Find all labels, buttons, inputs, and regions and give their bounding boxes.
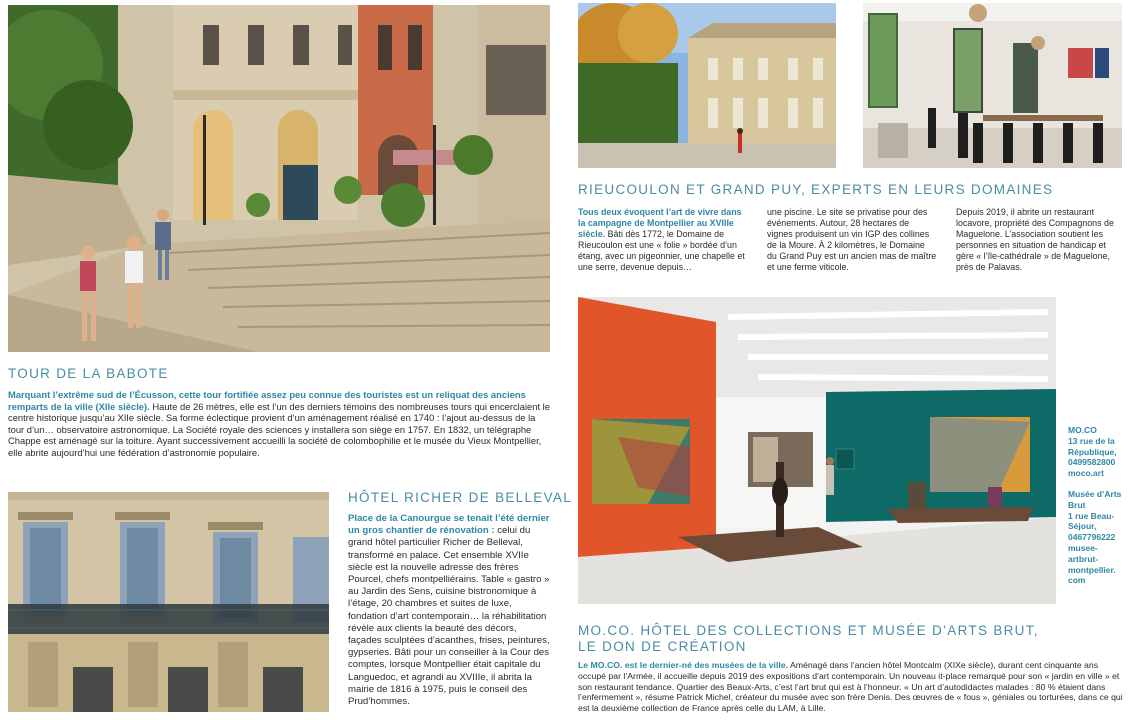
- moco-address-block: [1068, 425, 1130, 479]
- photo-rieucoulon-chateau: [578, 3, 836, 168]
- moco-body: Aménagé dans l’ancien hôtel Montcalm (XIXe siècle), durant cent cinquante ans occupé par l’Armée, il accueille depuis 2019 des expositions d’art contemporain. Un nouveau it-place remarqué pour son « jardin en ville » et son restaurant tendance. Quartier des Beaux-Arts, c’est l’art brut qui est à l’honneur. « Un art d’autodidactes malades : 80 % étaient dans l’enfermement », résume Patrick Michel, créateur du musée avec son frère Denis. Des œuvres de « fous », géniales ou torturées, dans ce qui est la deuxième collection de France après celle du LAM, à Lille.: [578, 660, 1123, 714]
- richer-body: celui du grand hôtel particulier Richer de Belleval, transformé en palace. Cet ensemble XVIIe siècle est la nouvelle adresse des frères Pourcel, chefs montpelliérains. Table « gastro » au Jardin des Sens, cuisine bistronomique à l’étage, 20 chambres et suites de luxe, fondation d’art contemporain… la réhabilitation révèle aux clients la beauté des décors, façades sculptées d’acanthes, frises, peintures, gypseries. Bâti pour un conseiller à la Cour des comptes, lorsque Montpellier était capitale du Languedoc, et agrandi au XVIIIe, il abrita la mairie de 1816 à 1975, puis le conseil des Prud’hommes.: [348, 525, 550, 708]
- brut-name-line1: Musée d’Arts: [1068, 488, 1122, 499]
- brut-address-line2: Séjour,: [1068, 521, 1097, 532]
- brut-address-line1: 1 rue Beau-: [1068, 510, 1115, 521]
- address-sidebar: [1068, 425, 1130, 596]
- moco-website[interactable]: moco.art: [1068, 468, 1104, 479]
- rieucoulon-column-2: une piscine. Le site se privatise pour des événements. Autour, 28 hectares de vignes produisent un vin IGP des collines de la Moure. À 2 kilomètres, le Domaine du Grand Puy est un ancien mas de maître et une ferme viticole.: [767, 207, 937, 272]
- photo-restaurant-interior: [863, 3, 1122, 168]
- brut-address-block: [1068, 489, 1130, 586]
- rieucoulon-lead: Tous deux évoquent l’art de vivre dans la campagne de Montpellier au XVIIIe siècle.: [578, 207, 742, 239]
- moco-lead: Le MO.CO. est le dernier-né des musées de la ville.: [578, 660, 789, 670]
- brut-phone: 0467796222: [1068, 532, 1116, 543]
- photo-babote-street: [8, 5, 550, 352]
- moco-article: [578, 660, 1123, 714]
- moco-name: MO.CO: [1068, 425, 1097, 435]
- brut-website-line3[interactable]: montpellier.: [1068, 564, 1116, 575]
- babote-lead: Marquant l’extrême sud de l’Écusson, cette tour fortifiée assez peu connue des touristes est un reliquat des anciens remparts de la ville (XIIe siècle).: [8, 389, 526, 412]
- moco-phone: 0499582800: [1068, 457, 1116, 468]
- moco-heading-line1: MO.CO. HÔTEL DES COLLECTIONS ET MUSÉE D’ARTS BRUT,: [578, 623, 1039, 638]
- rieucoulon-heading: RIEUCOULON ET GRAND PUY, EXPERTS EN LEURS DOMAINES: [578, 182, 1054, 197]
- moco-heading: [578, 623, 1039, 655]
- moco-heading-line2: LE DON DE CRÉATION: [578, 639, 747, 654]
- richer-heading: HÔTEL RICHER DE BELLEVAL: [348, 490, 573, 505]
- moco-address-line2: République,: [1068, 446, 1117, 457]
- rieucoulon-column-3: Depuis 2019, il abrite un restaurant locavore, propriété des Compagnons de Maguelone. L’association soutient les personnes en situation de handicap et gère « l’île-cathédrale » de Maguelone, près de Palavas.: [956, 207, 1114, 272]
- rieucoulon-column-1: [578, 207, 748, 273]
- rieucoulon-col1-body: Bâti dès 1772, le Domaine de Rieucoulon est une « folie » bordée d’un étang, avec un pigeonnier, une chapelle et une serre, devenue depuis…: [578, 229, 745, 272]
- babote-body: Haute de 26 mètres, elle est l’un des derniers témoins des nombreuses tours qui encerclaient le centre historique jusqu’au XIIe siècle. Sa forme éclectique provient d’un aménagement réalisé en 1740 : l’ajout au-dessus de la tour d’un… observatoire astronomique. La Société royale des sciences y installera son siège en 1757. En 1832, un télégraphe Chappe est aménagé sur la toiture. Ayant successivement accueilli la société de colombophilie et le musée du Vieux Montpellier, elle abrite aujourd’hui une fédération d’astronomie populaire.: [8, 400, 550, 458]
- richer-lead: Place de la Canourgue se tenait l’été dernier un gros chantier de rénovation :: [348, 513, 550, 537]
- babote-article: [8, 389, 553, 459]
- photo-moco-gallery: [578, 297, 1056, 604]
- moco-address-line1: 13 rue de la: [1068, 435, 1115, 446]
- brut-website-line1[interactable]: musee-: [1068, 542, 1098, 553]
- photo-richer-facade: [8, 492, 329, 712]
- babote-heading: TOUR DE LA BABOTE: [8, 366, 169, 381]
- brut-name-line2: Brut: [1068, 499, 1086, 510]
- brut-website-line4[interactable]: com: [1068, 575, 1086, 586]
- richer-article: [348, 513, 550, 708]
- brut-website-line2[interactable]: artbrut-: [1068, 553, 1099, 564]
